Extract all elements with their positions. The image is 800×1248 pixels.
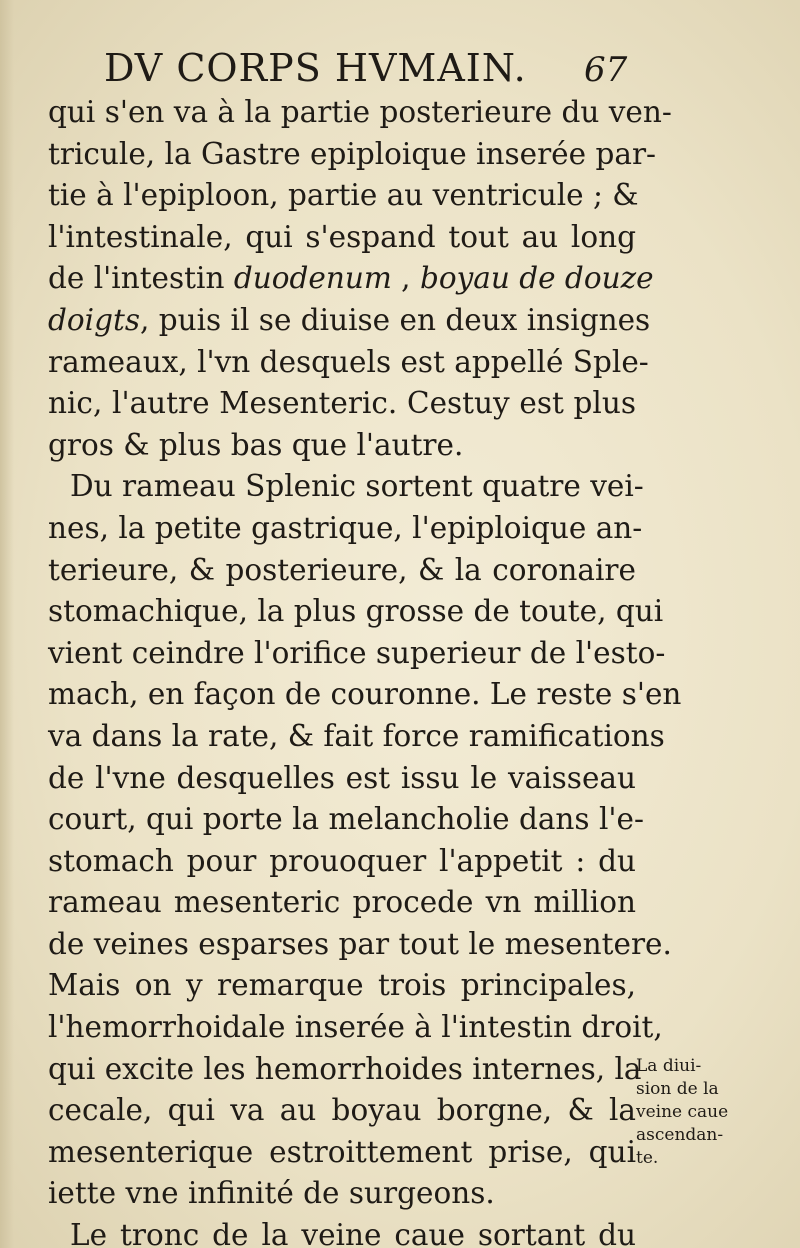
marginal-note <box>636 1055 786 1170</box>
text-line <box>48 716 665 758</box>
text-segment: rameau mesenteric procede vn million <box>48 885 636 920</box>
text-line <box>48 1049 642 1091</box>
text-segment: court, qui porte la melancholie dans l'e- <box>48 802 644 837</box>
text-line <box>48 508 643 550</box>
marginal-note-line: sion de la <box>636 1079 719 1099</box>
text-line <box>48 425 636 467</box>
text-segment: stomach pour prouoquer l'appetit : du <box>48 843 636 878</box>
text-line <box>48 258 654 300</box>
text-segment: mesenterique estroittement prise, qui <box>48 1134 636 1169</box>
text-segment: de l'intestin <box>48 261 234 296</box>
text-segment: Le tronc de la veine caue sortant du <box>70 1218 636 1248</box>
text-line <box>48 1173 636 1215</box>
text-segment: doigts <box>48 302 140 337</box>
text-line <box>48 965 636 1007</box>
text-line <box>48 383 636 425</box>
text-segment: l'intestinale, qui s'espand tout au long <box>48 219 636 254</box>
text-line <box>48 217 636 259</box>
text-segment: gros & plus bas que l'autre. <box>48 427 464 462</box>
text-line <box>48 466 644 508</box>
text-segment: de veines esparses par tout le mesentere. <box>48 926 672 961</box>
text-segment: iette vne infinité de surgeons. <box>48 1176 495 1211</box>
text-line <box>48 924 672 966</box>
text-segment: mach, en façon de couronne. Le reste s'en <box>48 677 682 712</box>
text-segment: de l'vne desquelles est issu le vaisseau <box>48 760 636 795</box>
text-line <box>48 92 672 134</box>
marginal-note-line: ascendan- <box>636 1125 724 1145</box>
page-gutter-shadow <box>0 0 14 1248</box>
text-segment: tricule, la Gastre epiploique inserée par- <box>48 136 657 171</box>
text-line <box>48 300 651 342</box>
text-line <box>48 342 649 384</box>
text-segment: cecale, qui va au boyau borgne, & la <box>48 1093 636 1128</box>
text-segment: l'hemorrhoidale inserée à l'intestin droit, <box>48 1010 663 1045</box>
text-segment: vient ceindre l'orifice superieur de l'esto- <box>48 635 666 670</box>
text-segment: nic, l'autre Mesenteric. Cestuy est plus <box>48 386 636 421</box>
text-line <box>48 1215 636 1248</box>
text-segment: qui s'en va à la partie posterieure du ven- <box>48 95 672 129</box>
text-line <box>48 550 636 592</box>
text-line <box>48 674 682 716</box>
text-segment: rameaux, l'vn desquels est appellé Sple- <box>48 344 649 379</box>
text-segment: terieure, & posterieure, & la coronaire <box>48 552 636 587</box>
marginal-note-line: veine caue <box>636 1102 729 1122</box>
text-segment: va dans la rate, & fait force ramifications <box>48 718 665 753</box>
running-title: DV CORPS HVMAIN. <box>104 46 527 90</box>
page-number: 67 <box>584 50 628 90</box>
text-segment: , puis il se diuise en deux insignes <box>139 302 651 337</box>
text-line <box>48 799 644 841</box>
text-line <box>48 633 666 675</box>
text-line <box>48 882 636 924</box>
text-line <box>48 1007 663 1049</box>
text-segment: Mais on y remarque trois principales, <box>48 968 636 1003</box>
text-segment: boyau de douze <box>419 261 654 296</box>
text-line <box>48 1132 636 1174</box>
text-segment: qui excite les hemorrhoides internes, la <box>48 1051 642 1086</box>
text-segment: stomachique, la plus grosse de toute, qui <box>48 594 664 629</box>
text-line <box>48 591 664 633</box>
text-line <box>48 1090 636 1132</box>
marginal-note-line: te. <box>636 1148 659 1168</box>
text-segment: duodenum <box>233 261 392 296</box>
text-line <box>48 758 636 800</box>
text-line <box>48 134 657 176</box>
running-head <box>0 46 800 96</box>
text-segment: nes, la petite gastrique, l'epiploique an- <box>48 510 643 545</box>
text-segment: tie à l'epiploon, partie au ventricule ; & <box>48 178 639 213</box>
text-line <box>48 175 639 217</box>
text-line <box>48 841 636 883</box>
text-segment: Du rameau Splenic sortent quatre vei- <box>70 469 644 504</box>
marginal-note-line: La diui- <box>636 1056 702 1076</box>
text-segment: , <box>391 261 420 296</box>
